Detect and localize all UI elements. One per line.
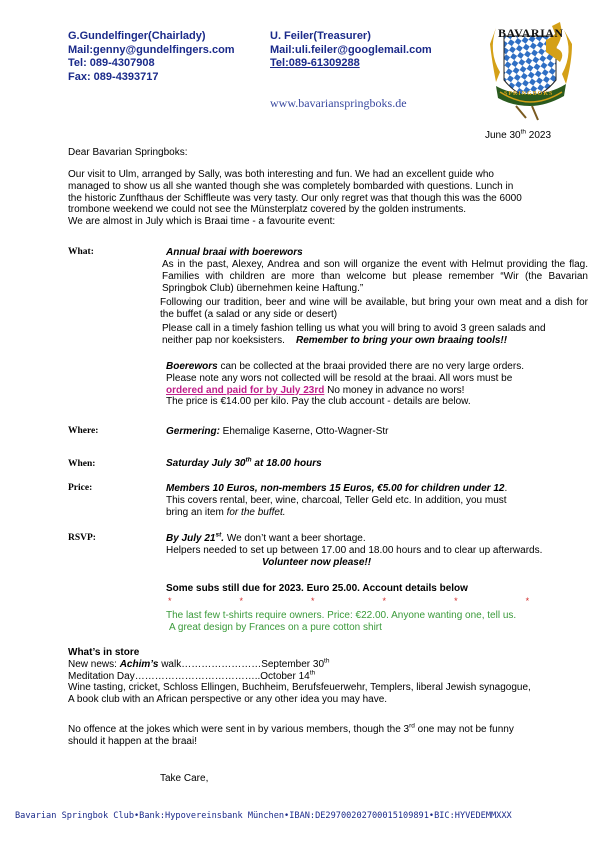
website-link[interactable]: www.bavarianspringboks.de xyxy=(270,96,407,110)
rsvp-value: By July 21st. We don’t want a beer shortage. Helpers needed to set up between 17.00 and 18.00 hours and to clear up afterwards. Volunteer now please!! xyxy=(166,531,543,568)
what-label: What: xyxy=(68,247,94,257)
store-heading: What’s in store xyxy=(68,647,140,658)
price-value: Members 10 Euros, non-members 15 Euros, €5.00 for children under 12. This covers rental, beer, wine, charcoal, Teller Geld etc. In addition, you must bring an item for the buffet. xyxy=(166,483,508,518)
jokes-paragraph: No offence at the jokes which were sent in by various members, though the 3rd one may not be funny should it happen at the braai! xyxy=(68,722,514,747)
order-deadline-link[interactable]: ordered and paid for by July 23rd xyxy=(166,384,325,396)
where-label: Where: xyxy=(68,426,99,436)
what-paragraph-3: Please call in a timely fashion telling us what you will bring to avoid 3 green salads and neither pap nor koeksisters. Remember to bring your own braaing tools!! xyxy=(162,323,546,346)
treasurer-name: U. Feiler(Treasurer) xyxy=(270,30,371,42)
when-label: When: xyxy=(68,459,96,469)
what-paragraph-1: As in the past, Alexey, Andrea and son will organize the event with Helmut providing the flag. Families with children are more than welcome but please remember “Wir (the Bavarian Springbok Club) übernehmen keine Haftung.” xyxy=(162,259,588,294)
rsvp-label: RSVP: xyxy=(68,533,96,543)
star-divider: * * * * * * xyxy=(168,596,530,606)
letter-date: June 30th 2023 xyxy=(485,128,552,141)
chairlady-tel: Tel: 089-4307908 xyxy=(68,57,155,69)
what-paragraph-4: Boerewors can be collected at the braai provided there are no very large orders. Please note any wors not collected will be resold at the braai. All wors must be ordered and paid for by July 23rd No money in advance no wors! The price is €14.00 per kilo. Pay the club account - details are below. xyxy=(166,361,524,408)
price-label: Price: xyxy=(68,483,93,493)
treasurer-tel[interactable]: Tel:089-61309288 xyxy=(270,57,360,69)
closing: Take Care, xyxy=(160,773,209,784)
club-logo xyxy=(486,22,574,122)
where-value: Germering: Ehemalige Kaserne, Otto-Wagner-Str xyxy=(166,426,389,437)
what-title: Annual braai with boerewors xyxy=(166,247,303,258)
logo-title: BAVARIAN xyxy=(498,26,564,40)
tshirt-notice: The last few t-shirts require owners. Price: €22.00. Anyone wanting one, tell us. A great design by Frances on a pure cotton shirt xyxy=(166,610,517,633)
what-paragraph-2: Following our tradition, beer and wine will be available, but bring your own meat and a dish for the buffet (a salad or any side or desert) xyxy=(160,297,588,320)
treasurer-mail[interactable]: Mail:uli.feiler@googlemail.com xyxy=(270,43,432,56)
chairlady-fax: Fax: 089-4393717 xyxy=(68,70,159,83)
when-value: Saturday July 30th at 18.00 hours xyxy=(166,456,322,469)
salutation: Dear Bavarian Springboks: xyxy=(68,147,188,158)
logo-subtitle: SPRINGBOKS xyxy=(504,91,554,97)
whats-in-store: What’s in store New news: Achim’s walk……………………September 30th Meditation Day………………………………..October 14th Wine tasting, cricket, Schloss Ellingen, Buchheim, Berufsfeuerwehr, Templers, liberal Jewish synagogue, A book club with an African perspective or any other idea you may have. xyxy=(68,647,531,706)
treasurer-contact xyxy=(270,30,432,71)
intro-paragraph: Our visit to Ulm, arranged by Sally, was both interesting and fun. We had an excellent guide who managed to show us all she wanted though she was completely bombarded with questions. Lunch in the historic Zunfthaus der Schiffleute was very tasty. Our only regret was that though this was the 6000 trombone weekend we could not see the Münsterplatz covered by the golden instruments. We are almost in July which is Braai time - a favourite event: xyxy=(68,169,522,228)
bank-details-footer: Bavarian Springbok Club•Bank:Hypovereinsbank München•IBAN:DE29700202700015109891•BIC:HYVEDEMMXXX xyxy=(15,811,512,821)
chairlady-mail[interactable]: Mail:genny@gundelfingers.com xyxy=(68,43,235,56)
subs-notice: Some subs still due for 2023. Euro 25.00. Account details below xyxy=(166,583,468,594)
chairlady-contact xyxy=(68,30,235,84)
chairlady-name: G.Gundelfinger(Chairlady) xyxy=(68,30,206,42)
